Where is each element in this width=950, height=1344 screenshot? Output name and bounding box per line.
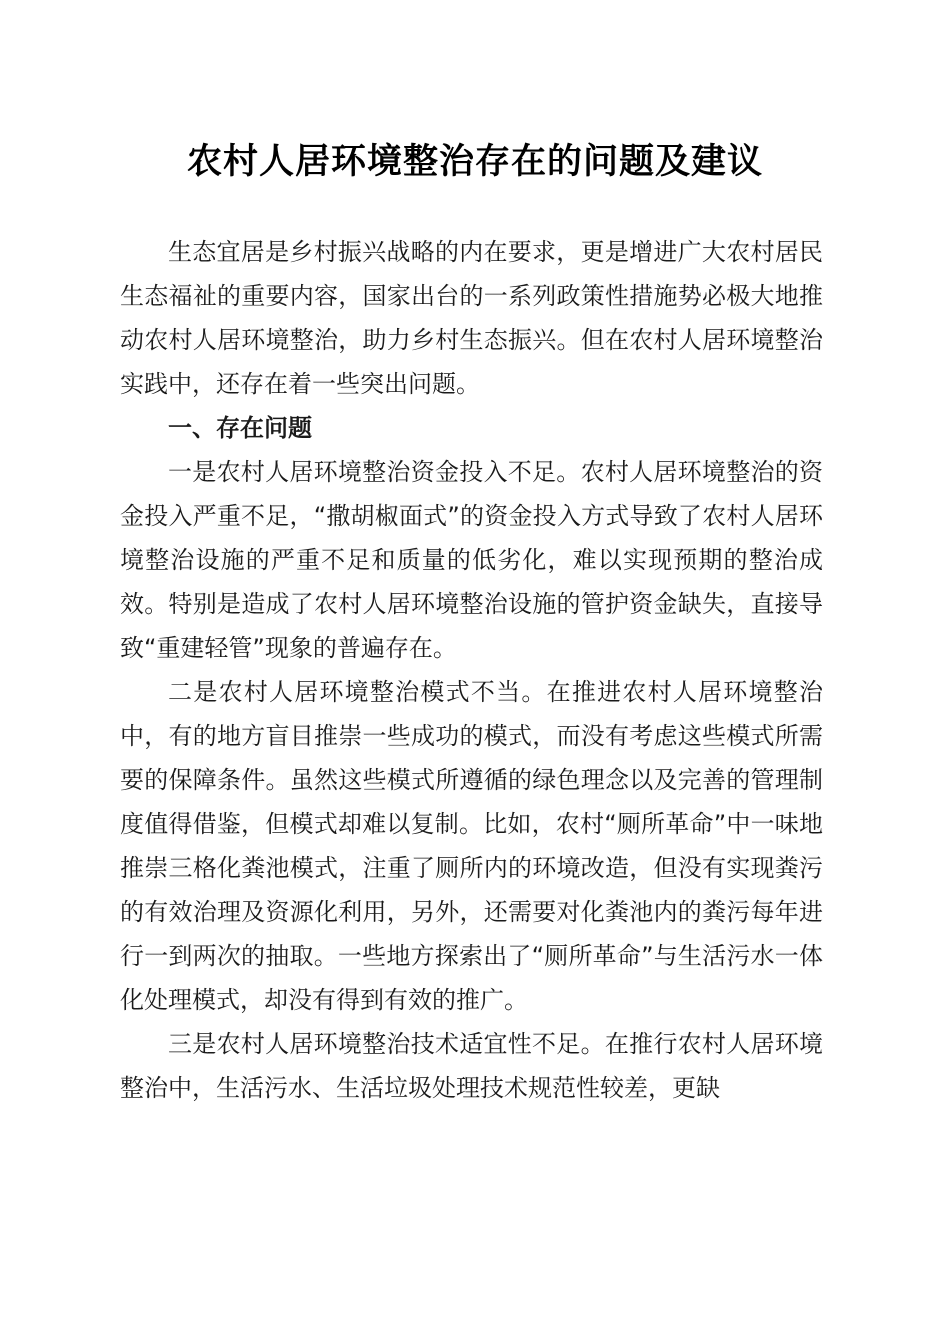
paragraph-model-text: 在推进农村人居环境整治中，有的地方盲目推崇一些成功的模式，而没有考虑这些模式所需要的保障条件。虽然这些模式所遵循的绿色理念以及完善的管理制度值得借鉴，但模式却难以复制。比如，农村“厕所革命”中一味地推崇三格化粪池模式，注重了厕所内的环境改造，但没有实现粪污的有效治理及资源化利用，另外，还需要对化粪池内的粪污每年进行一到两次的抽取。一些地方探索出了“厕所革命”与生活污水一体化处理模式，却没有得到有效的推广。 — [120, 678, 824, 1014]
paragraph-funding-text: 农村人居环境整治的资金投入严重不足，“撒胡椒面式”的资金投入方式导致了农村人居环境整治设施的严重不足和质量的低劣化，难以实现预期的整治成效。特别是造成了农村人居环境整治设施的管护资金缺失，直接导致“重建轻管”现象的普遍存在。 — [120, 458, 824, 662]
paragraph-model — [120, 670, 823, 1022]
paragraph-funding — [120, 450, 823, 670]
paragraph-technology-text: 在推行农村人居环境整治中，生活污水、生活垃圾处理技术规范性较差，更缺 — [120, 1030, 824, 1102]
paragraph-funding-lead: 一是农村人居环境整治资金投入不足。 — [168, 458, 581, 486]
paragraph-model-lead: 二是农村人居环境整治模式不当。 — [168, 678, 547, 706]
document-body — [120, 230, 823, 1110]
section-heading-problems: 一、存在问题 — [168, 414, 312, 442]
document-title: 农村人居环境整治存在的问题及建议 — [186, 141, 763, 182]
paragraph-technology-lead: 三是农村人居环境整治技术适宜性不足。 — [168, 1030, 605, 1058]
paragraph-technology — [120, 1022, 823, 1110]
intro-paragraph: 生态宜居是乡村振兴战略的内在要求，更是增进广大农村居民生态福祉的重要内容，国家出台的一系列政策性措施势必极大地推动农村人居环境整治，助力乡村生态振兴。但在农村人居环境整治实践中，还存在着一些突出问题。 — [120, 238, 823, 398]
